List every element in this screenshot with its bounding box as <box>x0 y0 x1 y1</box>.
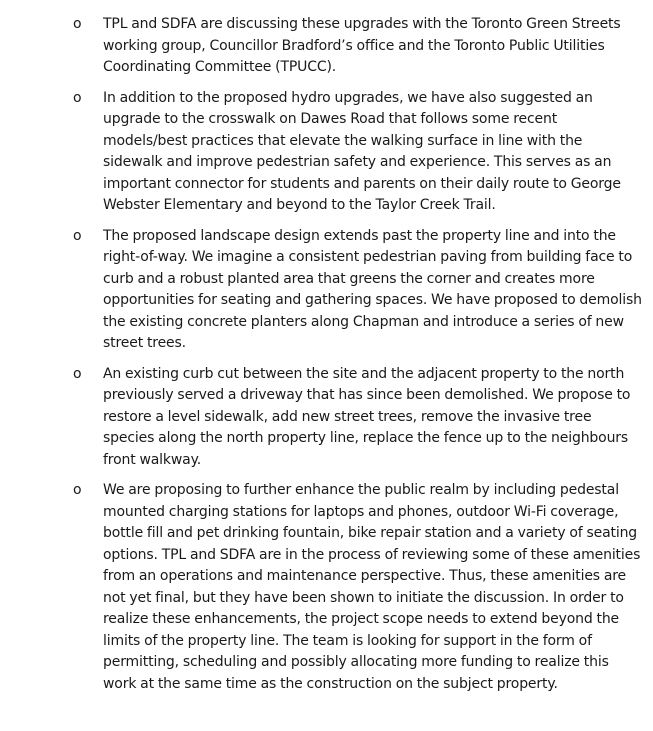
list-item-text: In addition to the proposed hydro upgrades, we have also suggested an upgrade to the crosswalk on Dawes Road that follows some recent models/best practices that elevate the walking surface in line with the sidewalk and improve pedestrian safety and experience. This serves as an important connector for students and parents on their daily route to George Webster Elementary and beyond to the Taylor Creek Trail. <box>103 89 621 213</box>
list-item <box>0 226 653 355</box>
list-item-text: The proposed landscape design extends past the property line and into the right-of-way. We imagine a consistent pedestrian paving from building face to curb and a robust planted area that greens the corner and creates more opportunities for seating and gathering spaces. We have proposed to demolish the existing concrete planters along Chapman and introduce a series of new street trees. <box>103 227 642 351</box>
list-item-text: An existing curb cut between the site and the adjacent property to the north previously served a driveway that has since been demolished. We propose to restore a level sidewalk, add new street trees, remove the invasive tree species along the north property line, replace the fence up to the neighbours front walkway. <box>103 365 631 468</box>
list-item-text: TPL and SDFA are discussing these upgrades with the Toronto Green Streets working group, Councillor Bradford’s office and the Toronto Public Utilities Coordinating Committee (TPUCC). <box>103 16 621 75</box>
list-item <box>0 480 653 695</box>
list-item <box>0 14 653 79</box>
document-body <box>0 14 653 704</box>
list-item-text: We are proposing to further enhance the public realm by including pedestal mounted charging stations for laptops and phones, outdoor Wi-Fi coverage, bottle fill and pet drinking fountain, bike repair station and a variety of seating options. TPL and SDFA are in the process of reviewing some of these amenities from an operations and maintenance perspective. Thus, these amenities are not yet final, but they have been shown to initiate the discussion. In order to realize these enhancements, the project scope needs to extend beyond the limits of the property line. The team is looking for support in the form of permitting, scheduling and possibly allocating more funding to realize this work at the same time as the construction on the subject property. <box>103 482 641 692</box>
list-item <box>0 364 653 472</box>
list-bullet: o <box>73 482 82 498</box>
list-bullet: o <box>73 16 82 32</box>
list-bullet: o <box>73 365 82 382</box>
list-item <box>0 88 653 217</box>
list-bullet: o <box>73 227 82 244</box>
list-bullet: o <box>73 89 82 106</box>
